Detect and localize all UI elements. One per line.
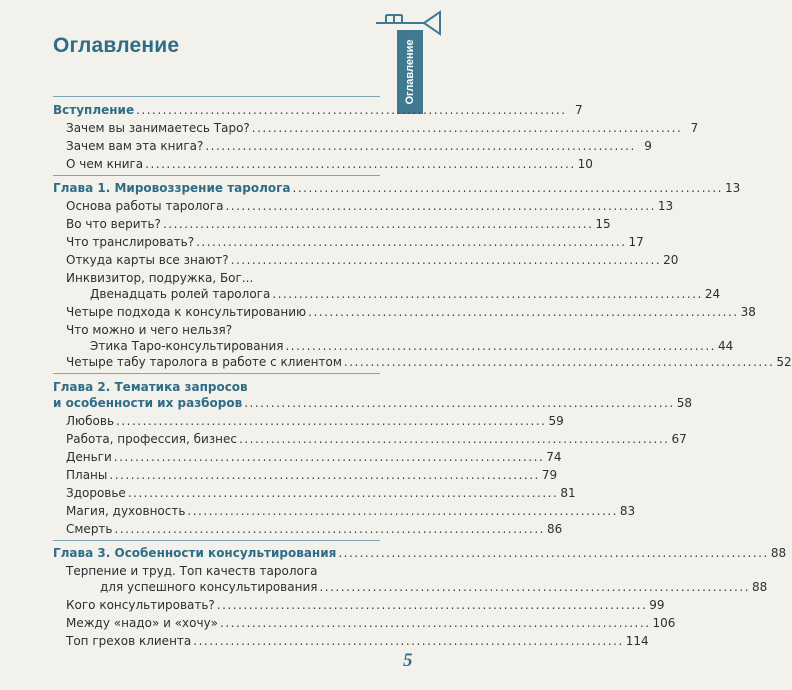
- toc-entry: Смерть ................................................................................. 86: [66, 522, 563, 536]
- toc-chapter-3: Глава 3. Особенности консультирования ................................................................................. 88: [53, 546, 787, 560]
- toc-entry: Четыре табу таролога в работе с клиентом ................................................................................. 52: [66, 355, 792, 369]
- toc-chapter-2: и особенности их разборов ................................................................................. 58: [53, 396, 692, 410]
- toc-entry: Планы ................................................................................. 79: [66, 468, 558, 482]
- toc-entry-line: Инквизитор, подружка, Бог...: [66, 271, 254, 285]
- section-divider: [53, 373, 380, 374]
- toc-entry: Откуда карты все знают? ................................................................................. 20: [66, 253, 679, 267]
- toc-entry: Топ грехов клиента ................................................................................. 114: [66, 634, 649, 648]
- toc-entry: Четыре подхода к консультированию ................................................................................. 38: [66, 305, 756, 319]
- side-tab-label: Оглавление: [404, 39, 416, 105]
- toc-entry-line: Терпение и труд. Топ качеств таролога: [66, 564, 318, 578]
- side-tab: [397, 30, 423, 114]
- toc-entry: для успешного консультирования ................................................................................. 88: [100, 580, 768, 594]
- toc-entry: Зачем вы занимаетесь Таро? ................................................................................. 7: [66, 121, 699, 135]
- toc-entry: Что транслировать? ................................................................................. 17: [66, 235, 644, 249]
- toc-entry: Двенадцать ролей таролога ................................................................................. 24: [90, 287, 721, 301]
- page-title: Оглавление: [53, 34, 180, 57]
- toc-entry: Между «надо» и «хочу» ................................................................................. 106: [66, 616, 676, 630]
- toc-entry: Работа, профессия, бизнес ................................................................................. 67: [66, 432, 687, 446]
- toc-entry: Зачем вам эта книга? ................................................................................. 9: [66, 139, 652, 153]
- toc-entry: Здоровье ................................................................................. 81: [66, 486, 576, 500]
- toc-chapter-1: Глава 1. Мировоззрение таролога ................................................................................. 13: [53, 181, 741, 195]
- toc-entry: Этика Таро-консультирования ................................................................................. 44: [90, 339, 734, 353]
- toc-chapter-intro: Вступление ................................................................................. 7: [53, 103, 583, 117]
- toc-entry: Деньги ................................................................................. 74: [66, 450, 562, 464]
- toc-entry: Кого консультировать? ................................................................................. 99: [66, 598, 665, 612]
- toc-entry: Во что верить? ................................................................................. 15: [66, 217, 611, 231]
- toc-entry-line: Что можно и чего нельзя?: [66, 323, 233, 337]
- section-divider: [53, 175, 380, 176]
- page-number: 5: [403, 650, 413, 671]
- toc-entry: О чем книга ................................................................................. 10: [66, 157, 593, 171]
- section-divider: [53, 540, 380, 541]
- toc-chapter-2-line: Глава 2. Тематика запросов: [53, 380, 248, 394]
- toc-entry: Магия, духовность ................................................................................. 83: [66, 504, 636, 518]
- toc-entry: Любовь ................................................................................. 59: [66, 414, 564, 428]
- toc-entry: Основа работы таролога ................................................................................. 13: [66, 199, 674, 213]
- section-divider: [53, 96, 380, 97]
